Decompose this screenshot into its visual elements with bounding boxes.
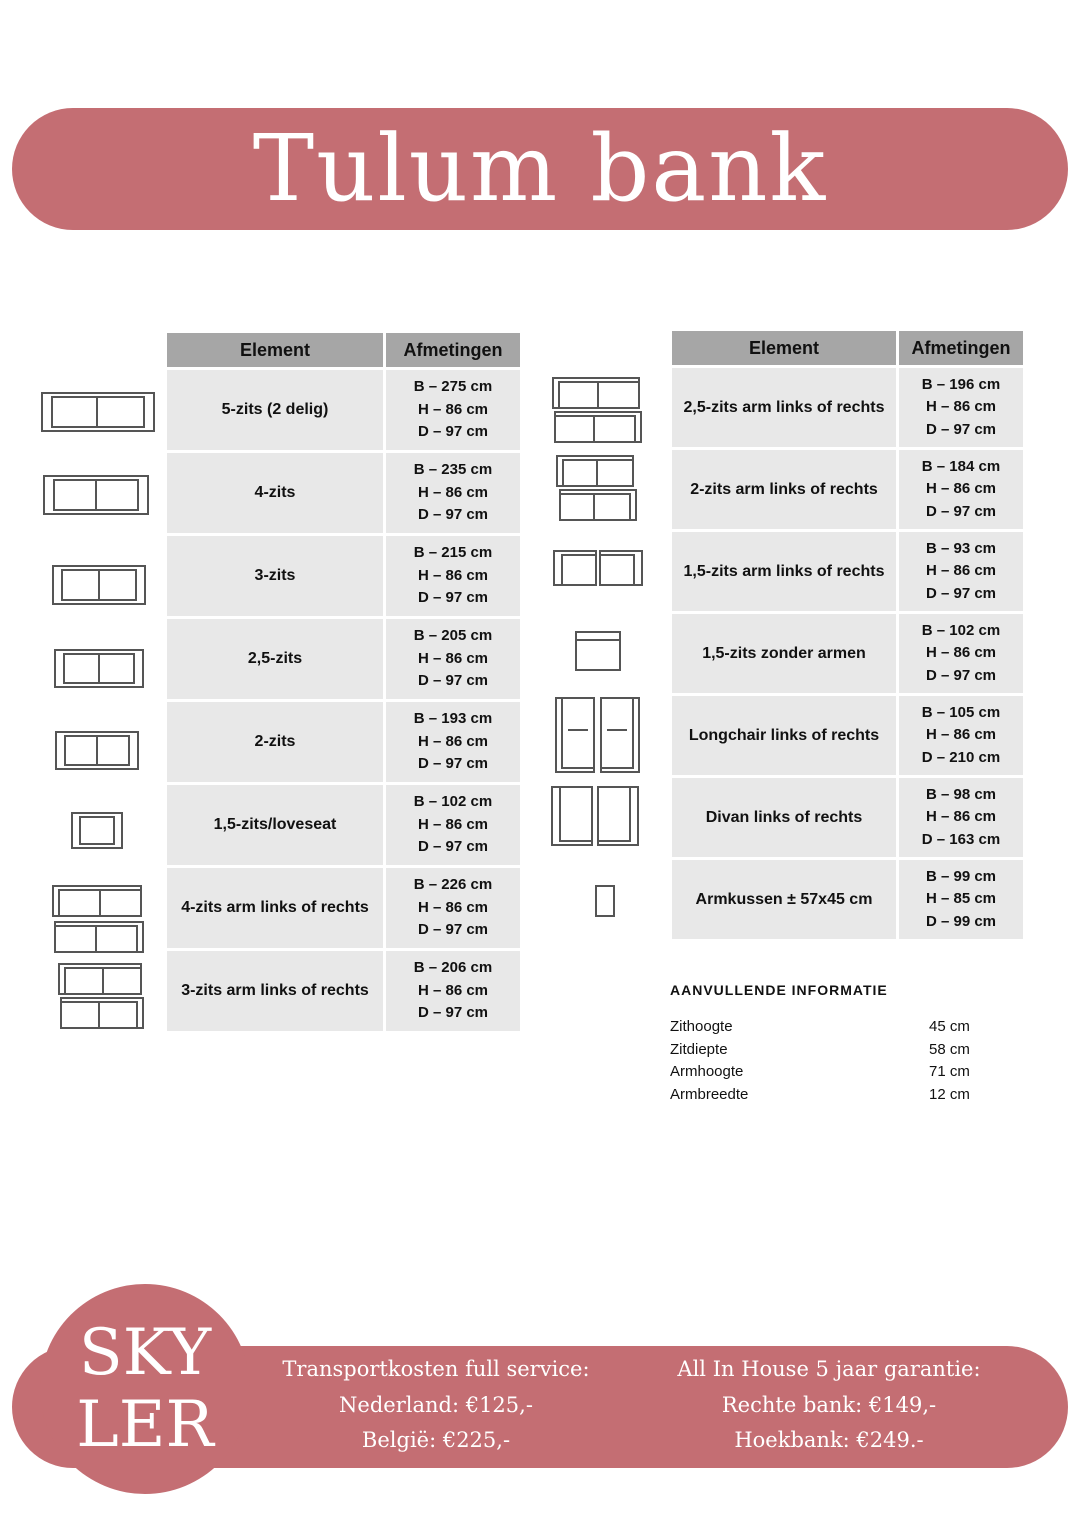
depth-value: D – 97 cm bbox=[417, 672, 489, 690]
info-value: 12 cm bbox=[929, 1085, 970, 1103]
sofa-armless-icon bbox=[576, 632, 620, 670]
element-name: 2-zits arm links of rechts bbox=[672, 450, 896, 529]
info-label: Zithoogte bbox=[670, 1018, 733, 1035]
width-value: B – 193 cm bbox=[413, 710, 493, 728]
transport-costs bbox=[256, 1352, 616, 1459]
column-header-afmetingen: Afmetingen bbox=[386, 333, 520, 367]
height-value: H – 86 cm bbox=[925, 562, 997, 580]
element-name: 4-zits bbox=[167, 453, 383, 533]
depth-value: D – 210 cm bbox=[921, 748, 1001, 766]
transport-title: Transportkosten full service: bbox=[282, 1357, 590, 1381]
width-value: B – 206 cm bbox=[413, 959, 493, 977]
armkussen-icon bbox=[596, 886, 614, 916]
sofa-1-5-zits-arm-icon bbox=[554, 551, 642, 585]
height-value: H – 86 cm bbox=[925, 644, 997, 662]
element-name: 1,5-zits zonder armen bbox=[672, 614, 896, 693]
element-name: 4-zits arm links of rechts bbox=[167, 868, 383, 948]
height-value: H – 86 cm bbox=[417, 981, 489, 999]
width-value: B – 226 cm bbox=[413, 876, 493, 894]
sofa-2-5-zits-icon bbox=[55, 650, 143, 687]
height-value: H – 86 cm bbox=[417, 483, 489, 501]
height-value: H – 86 cm bbox=[417, 400, 489, 418]
element-name: 3-zits bbox=[167, 536, 383, 616]
width-value: B – 184 cm bbox=[921, 457, 1001, 475]
height-value: H – 86 cm bbox=[417, 898, 489, 916]
info-label: Zitdiepte bbox=[670, 1040, 728, 1058]
height-value: H – 86 cm bbox=[417, 732, 489, 750]
info-label: Armhoogte bbox=[670, 1063, 744, 1080]
transport-nederland: Nederland: €125,- bbox=[339, 1392, 533, 1417]
logo-line-1: SKY bbox=[78, 1316, 212, 1390]
depth-value: D – 97 cm bbox=[417, 506, 489, 524]
width-value: B – 105 cm bbox=[921, 703, 1001, 721]
height-value: H – 86 cm bbox=[417, 815, 489, 833]
info-value: 45 cm bbox=[929, 1018, 970, 1035]
guarantee-title: All In House 5 jaar garantie: bbox=[677, 1357, 981, 1381]
height-value: H – 86 cm bbox=[925, 398, 997, 416]
depth-value: D – 97 cm bbox=[417, 838, 489, 856]
width-value: B – 102 cm bbox=[413, 793, 493, 811]
sofa-loveseat-icon bbox=[72, 813, 122, 848]
guarantee-hoekbank: Hoekbank: €249.- bbox=[734, 1428, 924, 1452]
logo-line-2: LER bbox=[76, 1388, 214, 1462]
sofa-4-zits-icon bbox=[44, 476, 148, 514]
sofa-3-zits-arm-icon bbox=[59, 964, 143, 1028]
element-name: 2,5-zits bbox=[167, 619, 383, 699]
depth-value: D – 97 cm bbox=[417, 423, 489, 441]
guarantee-rechte-bank: Rechte bank: €149,- bbox=[721, 1392, 937, 1417]
element-name: 2-zits bbox=[167, 702, 383, 782]
width-value: B – 275 cm bbox=[413, 378, 493, 396]
divan-icon bbox=[552, 787, 638, 845]
width-value: B – 99 cm bbox=[925, 867, 997, 885]
column-header-element: Element bbox=[167, 333, 383, 367]
transport-belgie: België: €225,- bbox=[361, 1428, 511, 1452]
depth-value: D – 97 cm bbox=[925, 420, 997, 438]
info-label: Armbreedte bbox=[670, 1085, 749, 1103]
depth-value: D – 97 cm bbox=[925, 502, 997, 520]
sofa-2-zits-arm-icon bbox=[557, 456, 636, 520]
info-row bbox=[670, 1039, 1000, 1062]
skyler-logo bbox=[40, 1284, 250, 1494]
sofa-2-5-zits-arm-icon bbox=[553, 378, 641, 442]
width-value: B – 98 cm bbox=[925, 785, 997, 803]
sofa-5-zits-icon bbox=[42, 393, 154, 431]
column-header-afmetingen: Afmetingen bbox=[899, 331, 1023, 365]
element-name: Armkussen ± 57x45 cm bbox=[672, 860, 896, 939]
additional-info bbox=[670, 982, 1000, 1106]
depth-value: D – 97 cm bbox=[417, 755, 489, 773]
page-title: Tulum bank bbox=[252, 115, 828, 222]
width-value: B – 235 cm bbox=[413, 461, 493, 479]
width-value: B – 93 cm bbox=[925, 539, 997, 557]
depth-value: D – 99 cm bbox=[925, 912, 997, 930]
height-value: H – 86 cm bbox=[925, 480, 997, 498]
height-value: H – 86 cm bbox=[925, 808, 997, 826]
height-value: H – 86 cm bbox=[417, 649, 489, 667]
sofa-3-zits-icon bbox=[53, 566, 145, 604]
depth-value: D – 97 cm bbox=[925, 666, 997, 684]
element-name: 1,5-zits arm links of rechts bbox=[672, 532, 896, 611]
element-name: 1,5-zits/loveseat bbox=[167, 785, 383, 865]
additional-info-heading: AANVULLENDE INFORMATIE bbox=[670, 982, 888, 998]
width-value: B – 102 cm bbox=[921, 621, 1001, 639]
info-row bbox=[670, 1084, 1000, 1107]
depth-value: D – 97 cm bbox=[417, 589, 489, 607]
height-value: H – 86 cm bbox=[417, 566, 489, 584]
width-value: B – 205 cm bbox=[413, 627, 493, 645]
info-value: 58 cm bbox=[929, 1040, 970, 1058]
info-row bbox=[670, 1061, 1000, 1084]
depth-value: D – 97 cm bbox=[925, 584, 997, 602]
info-value: 71 cm bbox=[929, 1063, 970, 1080]
longchair-icon bbox=[556, 698, 639, 772]
height-value: H – 85 cm bbox=[925, 890, 997, 908]
sofa-2-zits-icon bbox=[56, 732, 138, 769]
guarantee-costs bbox=[649, 1352, 1009, 1459]
element-name: Longchair links of rechts bbox=[672, 696, 896, 775]
element-name: Divan links of rechts bbox=[672, 778, 896, 857]
width-value: B – 196 cm bbox=[921, 375, 1001, 393]
info-row bbox=[670, 1016, 1000, 1039]
column-header-element: Element bbox=[672, 331, 896, 365]
depth-value: D – 97 cm bbox=[417, 921, 489, 939]
element-name: 3-zits arm links of rechts bbox=[167, 951, 383, 1031]
element-name: 5-zits (2 delig) bbox=[167, 370, 383, 450]
depth-value: D – 163 cm bbox=[921, 830, 1001, 848]
element-name: 2,5-zits arm links of rechts bbox=[672, 368, 896, 447]
width-value: B – 215 cm bbox=[413, 544, 493, 562]
sofa-4-zits-arm-icon bbox=[53, 886, 143, 952]
depth-value: D – 97 cm bbox=[417, 1004, 489, 1022]
height-value: H – 86 cm bbox=[925, 726, 997, 744]
